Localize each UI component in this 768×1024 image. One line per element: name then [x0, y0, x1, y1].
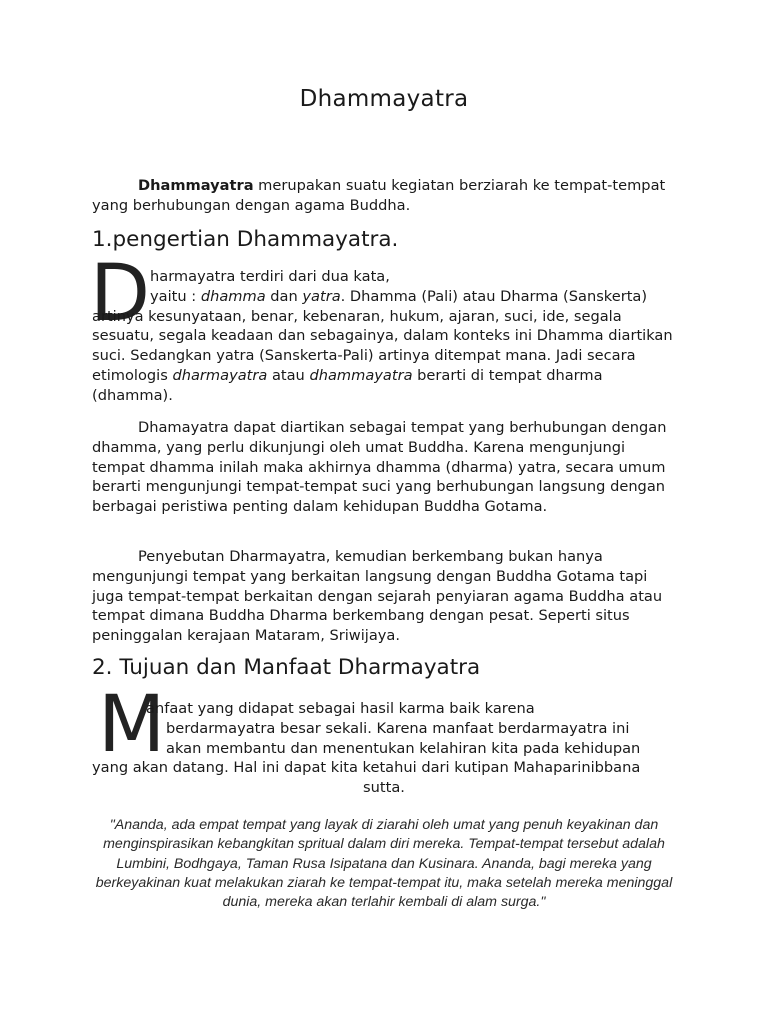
section-2-paragraph [92, 699, 676, 798]
section-1-paragraph-3: Penyebutan Dharmayatra, kemudian berkembang bukan hanya mengunjungi tempat yang berkaitan langsung dengan Buddha Gotama tapi juga tempat-tempat berkaitan dengan sejarah penyiaran agama Buddha atau tempat dimana Buddha Dharma berkembang dengan pesat. Seperti situs peninggalan kerajaan Mataram, Sriwijaya. [92, 548, 663, 645]
p1-text-b: dan [265, 287, 303, 305]
p4-line-5: sutta. [363, 779, 405, 797]
p1-text-d: atau [267, 366, 310, 384]
p1-body [92, 287, 676, 406]
p4-line-1: anfaat yang didapat sebagai hasil karma baik karena [146, 700, 535, 717]
p1-italic-dhammayatra: dhammayatra [309, 366, 413, 384]
p1-text-e: berarti di tempat dharma (dhamma). [92, 366, 603, 404]
intro-text: merupakan suatu kegiatan berziarah ke tempat-tempat yang berhubungan dengan agama Buddha. [92, 177, 666, 214]
intro-bold-term: Dhammayatra [138, 177, 254, 194]
drop-cap-m: M [98, 680, 166, 770]
p4-line-2: berdarmayatra besar sekali. Karena manfaat berdarmayatra ini [166, 719, 630, 737]
mahaparinibbana-quote: "Ananda, ada empat tempat yang layak di ziarahi oleh umat yang penuh keyakinan dan menginspirasikan kebangkitan spritual dalam diri mereka. Tempat-tempat tersebut adalah Lumbini, Bodhgaya, Taman Rusa Isipatana dan Kusinara. Ananda, bagi mereka yang berkeyakinan kuat melakukan ziarah ke tempat-tempat itu, maka setelah mereka meninggal dunia, mereka akan terlahir kembali di alam surga." [95, 817, 673, 911]
section-1-paragraph-1 [92, 267, 676, 406]
section-1-paragraph-2: Dhamayatra dapat diartikan sebagai tempat yang berhubungan dengan dhamma, yang perlu dikunjungi oleh umat Buddha. Karena mengunjungi tempat dhamma inilah maka akhirnya dhamma (dharma) yatra, secara umum berarti mengunjungi tempat-tempat suci yang berhubungan langsung dengan berbagai peristiwa penting dalam kehidupan Buddha Gotama. [92, 419, 667, 516]
p4-line-4: yang akan datang. Hal ini dapat kita ketahui dari kutipan Mahaparinibbana [92, 759, 641, 777]
section-1-heading: 1.pengertian Dhammayatra. [92, 227, 399, 252]
intro-paragraph [92, 176, 676, 216]
p1-text-a: yaitu : [150, 287, 201, 305]
drop-cap-d: D [90, 249, 151, 339]
p1-line-1: harmayatra terdiri dari dua kata, [150, 268, 390, 285]
section-2-heading: 2. Tujuan dan Manfaat Dharmayatra [92, 655, 481, 680]
p1-italic-dhamma: dhamma [200, 287, 266, 305]
document-title: Dhammayatra [299, 86, 469, 112]
p1-italic-dharmayatra: dharmayatra [172, 366, 268, 384]
p4-line-3: akan membantu dan menentukan kelahiran kita pada kehidupan [166, 739, 641, 757]
p1-text-c: . Dhamma (Pali) atau Dharma (Sanskerta) artinya kesunyataan, benar, kebenaran, hukum, ajaran, suci, ide, segala sesuatu, segala keadaan dan sebagainya, dalam konteks ini Dhamma diartikan suci. Sedangkan yatra (Sanskerta-Pali) artinya ditempat mana. Jadi secara etimologis [92, 287, 673, 384]
p1-italic-yatra: yatra [302, 287, 341, 305]
